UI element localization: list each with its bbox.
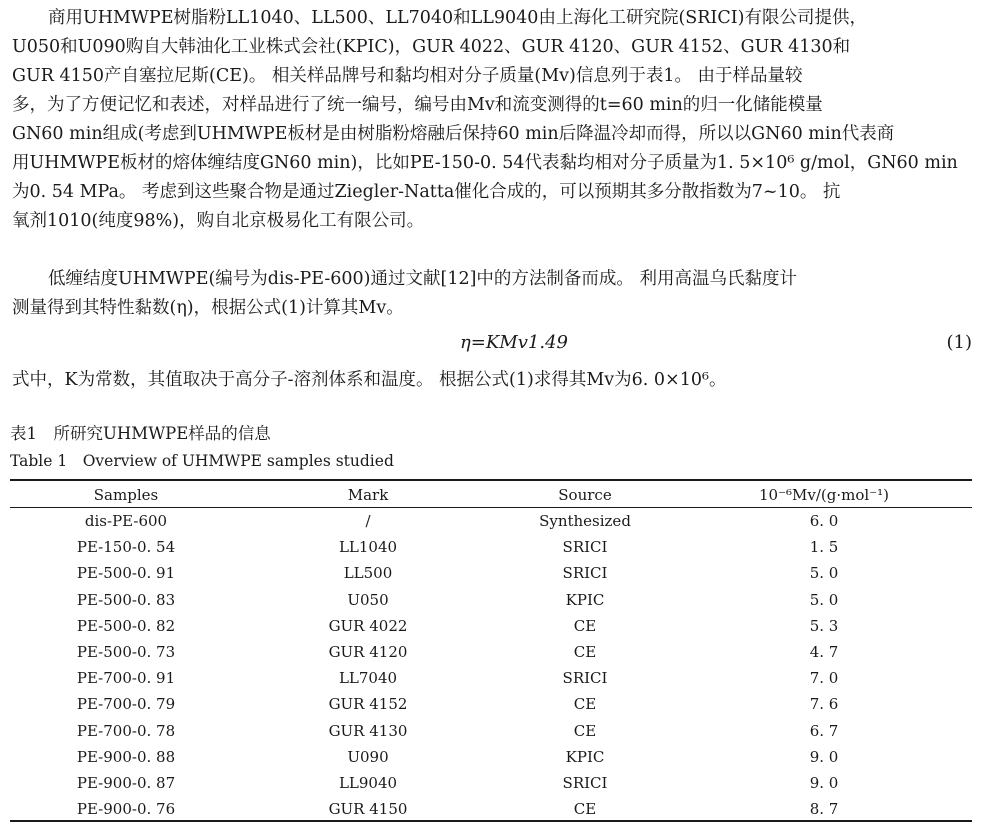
text-line: GUR 4150产自塞拉尼斯(CE)。 相关样品牌号和黏均相对分子质量(Mv)信息列于表1。 由于样品量较 [12,66,803,86]
column-header-source: Source [558,486,612,504]
text-line: 式中，K为常数，其值取决于高分子-溶剂体系和温度。 根据公式(1)求得其Mv为6. 0×10⁶。 [12,370,727,390]
table-row [10,718,972,744]
cell-source: SRICI [562,538,608,557]
table-row [10,534,972,560]
cell-mv: 5. 3 [809,616,839,635]
table-header-row [10,482,972,508]
cell-source: SRICI [562,564,608,583]
cell-mark: LL1040 [338,538,398,557]
equation-body: η=KMv1.49 [460,332,568,353]
equation-row [12,332,972,358]
cell-source: SRICI [562,669,608,688]
cell-mark: GUR 4022 [328,616,408,635]
cell-mark: LL500 [343,564,393,583]
table-caption-en: Table 1 Overview of UHMWPE samples studied [10,452,394,470]
table-row [10,770,972,796]
cell-source: Synthesized [539,512,631,531]
cell-sample: PE-150-0. 54 [76,538,176,557]
table-row [10,744,972,770]
cell-source: KPIC [565,747,605,766]
cell-mv: 9. 0 [809,773,839,792]
cell-mv: 8. 7 [809,800,839,819]
table-row [10,508,972,534]
text-line: 商用UHMWPE树脂粉LL1040、LL500、LL7040和LL9040由上海化工研究院(SRICI)有限公司提供， [48,8,867,28]
text-line: 为0. 54 MPa。 考虑到这些聚合物是通过Ziegler-Natta催化合成的，可以预期其多分散指数为7~10。 抗 [12,182,841,202]
cell-sample: PE-500-0. 73 [76,643,176,662]
table-top-rule [10,479,972,481]
cell-mark: GUR 4150 [328,800,408,819]
cell-mark: U050 [347,590,389,609]
cell-source: SRICI [562,773,608,792]
table-row [10,796,972,822]
text-line: 用UHMWPE板材的熔体缠结度GN60 min)，比如PE-150-0. 54代表黏均相对分子质量为1. 5×10⁶ g/mol，GN60 min [12,153,958,173]
cell-sample: PE-900-0. 87 [76,773,176,792]
text-line: GN60 min组成(考虑到UHMWPE板材是由树脂粉熔融后保持60 min后降温冷却而得，所以以GN60 min代表商 [12,124,895,144]
equation-number: (1) [946,332,972,353]
cell-source: CE [573,800,597,819]
cell-mark: GUR 4130 [328,721,408,740]
samples-table [10,482,972,822]
cell-sample: PE-900-0. 76 [76,800,176,819]
table-row [10,587,972,613]
cell-sample: PE-500-0. 91 [76,564,176,583]
cell-sample: PE-900-0. 88 [76,747,176,766]
cell-sample: PE-700-0. 91 [76,669,176,688]
text-line: 多，为了方便记忆和表述，对样品进行了统一编号，编号由Mv和流变测得的t=60 min的归一化储能模量 [12,95,823,115]
cell-mark: U090 [347,747,389,766]
table-row [10,613,972,639]
table-row [10,665,972,691]
cell-mv: 1. 5 [809,538,839,557]
column-header-samples: Samples [93,486,159,504]
paragraph-constant [12,366,972,395]
cell-mv: 7. 6 [809,695,839,714]
cell-sample: PE-700-0. 79 [76,695,176,714]
cell-sample: PE-700-0. 78 [76,721,176,740]
text-line: 低缠结度UHMWPE(编号为dis-PE-600)通过文献[12]中的方法制备而成。 利用高温乌氏黏度计 [48,269,797,289]
cell-source: CE [573,695,597,714]
cell-source: CE [573,721,597,740]
text-line: U050和U090购自大韩油化工业株式会社(KPIC)，GUR 4022、GUR 4120、GUR 4152、GUR 4130和 [12,37,851,57]
cell-source: KPIC [565,590,605,609]
table-row [10,691,972,717]
paragraph-materials [12,4,972,236]
cell-mv: 4. 7 [809,643,839,662]
cell-mv: 9. 0 [809,747,839,766]
cell-mark: / [365,512,371,531]
table-row [10,639,972,665]
cell-sample: dis-PE-600 [84,512,168,531]
cell-mv: 6. 7 [809,721,839,740]
cell-mv: 7. 0 [809,669,839,688]
cell-mark: GUR 4152 [328,695,408,714]
cell-source: CE [573,616,597,635]
cell-sample: PE-500-0. 83 [76,590,176,609]
table-caption-cn: 表1 所研究UHMWPE样品的信息 [10,424,271,443]
text-line: 氧剂1010(纯度98%)，购自北京极易化工有限公司。 [12,211,425,231]
cell-mv: 6. 0 [809,512,839,531]
cell-mv: 5. 0 [809,590,839,609]
cell-mark: GUR 4120 [328,643,408,662]
paragraph-disentangled [12,265,972,323]
cell-mark: LL7040 [338,669,398,688]
text-line: 测量得到其特性黏数(η)，根据公式(1)计算其Mv。 [12,298,404,318]
table-row [10,560,972,586]
cell-mv: 5. 0 [809,564,839,583]
cell-mark: LL9040 [338,773,398,792]
cell-source: CE [573,643,597,662]
column-header-mark: Mark [347,486,389,504]
column-header-mv: 10⁻⁶Mv/(g·mol⁻¹) [759,486,889,504]
cell-sample: PE-500-0. 82 [76,616,176,635]
